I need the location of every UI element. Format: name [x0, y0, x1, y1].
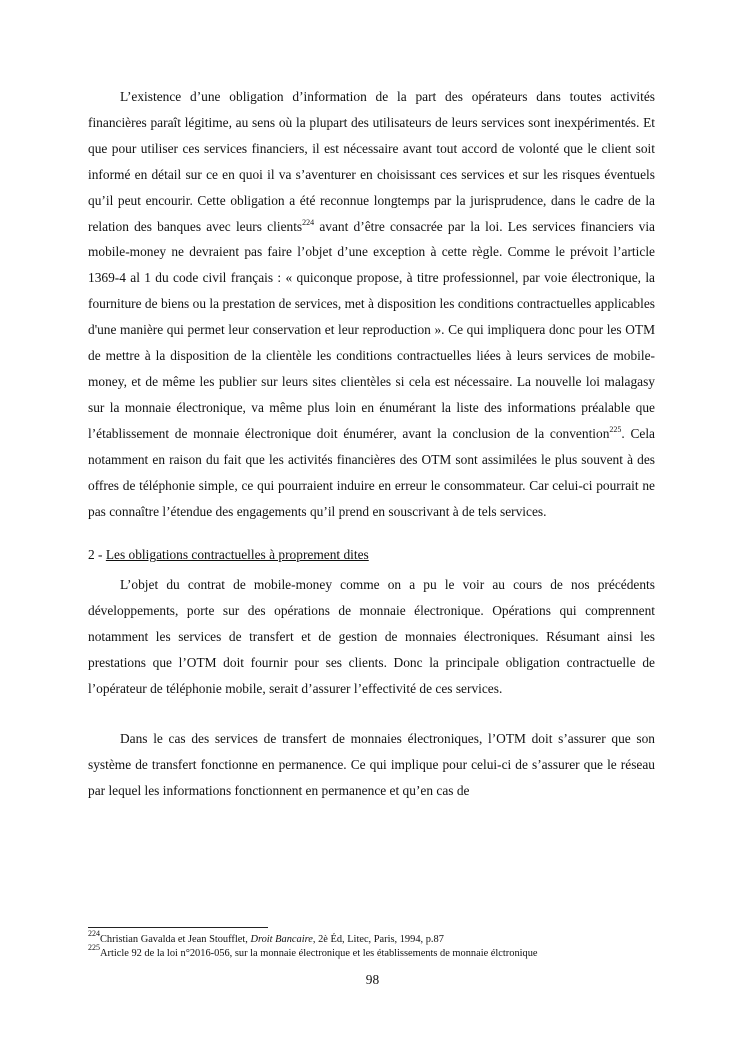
section-heading: [88, 544, 655, 566]
paragraph-text: Dans le cas des services de transfert de monnaies électroniques, l’OTM doit s’assurer que son système de transfert fonctionne en permanence. Ce qui implique pour celui-ci de s’assurer que le réseau par lequel les informations fonctionnent en permanence et qu’en cas de: [88, 730, 655, 798]
page-number: 98: [365, 972, 380, 987]
section-number: 2 -: [88, 547, 106, 563]
footnote-book-title: Droit Bancaire: [250, 934, 313, 945]
section-title: Les obligations contractuelles à proprement dites: [105, 547, 369, 563]
paragraph-information-obligation: [88, 84, 655, 524]
footnote-ref-224[interactable]: 224: [302, 217, 315, 227]
footnote-number: 224: [88, 929, 100, 938]
paragraph-text: avant d’être consacrée par la loi. Les services financiers via mobile-money ne devraient pas faire l’objet d’une exception à cette règle. Comme le prévoit l’article 1369-4 al 1 du code civil français : « quiconque propose, à titre professionnel, par voie électronique, la fourniture de biens ou la prestation de services, met à disposition les conditions contractuelles applicables d'une manière qui permet leur conservation et leur reproduction ». Ce qui impliquera donc pour les OTM de mettre à la disposition de la clientèle les conditions contractuelles liées à leurs services de mobile-money, et de même les publier sur leurs sites clientèles si cela est nécessaire. La nouvelle loi malagasy sur la monnaie électronique, va même plus loin en énumérant la liste des informations préalable que l’établissement de monnaie électronique doit énumérer, avant la conclusion de la convention: [88, 218, 655, 441]
footnote-224: [88, 929, 444, 946]
paragraph-text: L’existence d’une obligation d’information de la part des opérateurs dans toutes activités financières paraît légitime, au sens où la plupart des utilisateurs de leurs services sont inexpérimentés. Et que pour utiliser ces services financiers, il est nécessaire avant tout accord de volonté que le client soit informé en détail sur ce en quoi il va s’aventurer en choisissant ces services et sur les risques éventuels qu’il peut encourir. Cette obligation a été reconnue longtemps par la jurisprudence, dans le cadre de la relation des banques avec leurs clients: [88, 89, 655, 234]
footnote-number: 225: [88, 943, 100, 952]
footnote-ref-225[interactable]: 225: [609, 424, 622, 434]
paragraph-contract-object: [88, 572, 655, 702]
paragraph-text: L’objet du contrat de mobile-money comme on a pu le voir au cours de nos précédents développements, porte sur des opérations de monnaie électronique. Opérations qui comprennent notamment les services de transfert et de gestion de monnaies électroniques. Résumant ainsi les prestations que l’OTM doit fournir pour ses clients. Donc la principale obligation contractuelle de l’opérateur de téléphonie mobile, serait d’assurer l’effectivité de ces services.: [88, 577, 655, 697]
page-body: [88, 78, 655, 804]
footnote-225: [88, 943, 538, 960]
footnote-text: , 2è Éd, Litec, Paris, 1994, p.87: [312, 934, 444, 945]
paragraph-text: . Cela notamment en raison du fait que les activités financières des OTM sont assimilées le plus souvent à des offres de téléphonie simple, ce qui pourraient induire en erreur le consommateur. Car celui-ci pourrait ne pas connaître l’étendue des engagements qu’il prend en souscrivant à de tels services.: [88, 425, 655, 519]
footnote-text: Article 92 de la loi n°2016-056, sur la monnaie électronique et les établissements de monnaie élctronique: [100, 948, 538, 959]
paragraph-transfer-services: [88, 726, 655, 804]
footnote-text: Christian Gavalda et Jean Stoufflet,: [100, 934, 251, 945]
footnote-separator: [88, 927, 268, 928]
